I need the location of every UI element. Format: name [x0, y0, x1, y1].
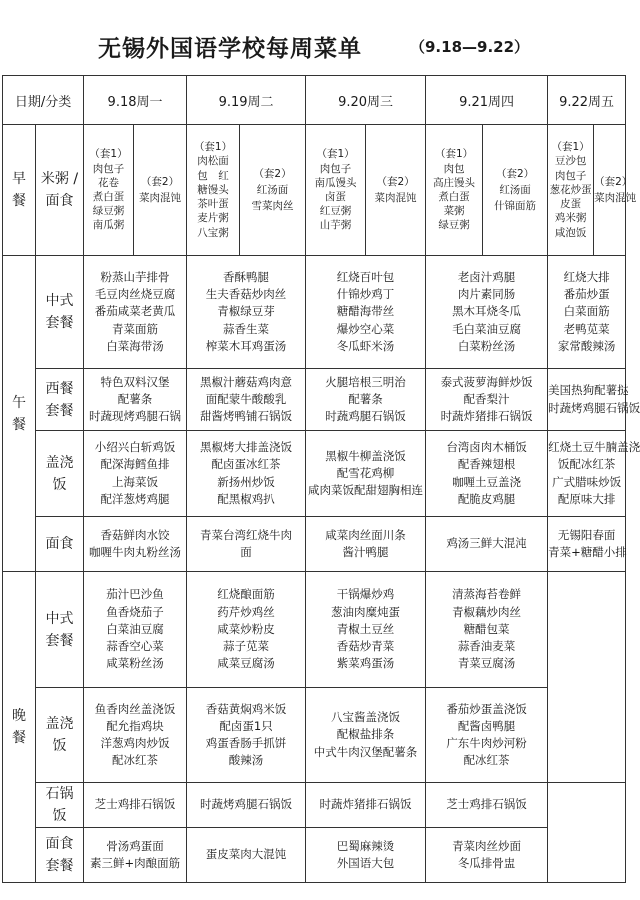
- menu-cell: [84, 256, 187, 369]
- menu-item: 咖喱土豆盖浇: [452, 474, 522, 489]
- menu-item: 老鸭苋菜: [563, 321, 610, 336]
- menu-item: 煮白蛋: [438, 191, 470, 203]
- menu-item: 配香梨汁: [463, 391, 510, 406]
- menu-cell: [426, 783, 548, 828]
- menu-item: 配雪花鸡柳: [336, 465, 395, 480]
- menu-item: 高庄馒头: [433, 176, 476, 189]
- menu-item: 生夫香菇炒肉丝: [205, 287, 287, 302]
- menu-item: 茄汁巴沙鱼: [106, 587, 164, 602]
- menu-cell: [426, 828, 548, 883]
- menu-cell: [187, 828, 306, 883]
- category-label: 盖浇饭: [36, 688, 84, 783]
- menu-item: 咸菜豆腐汤: [217, 656, 275, 671]
- menu-item: 配卤蛋冰红茶: [211, 457, 281, 472]
- menu-item: 青菜台湾红烧牛肉: [200, 527, 293, 542]
- breakfast-set1: [84, 125, 134, 256]
- meal-label-breakfast: 早餐: [3, 125, 36, 256]
- menu-item: 中式牛肉汉堡配薯条: [313, 744, 418, 759]
- menu-item: （套2）: [495, 168, 535, 180]
- menu-item: 白菜面筋: [563, 304, 610, 319]
- menu-table: [2, 75, 640, 883]
- menu-item: 番茄炒蛋: [563, 287, 610, 302]
- menu-item: 白菜粉丝汤: [457, 338, 516, 353]
- menu-item: 配洋葱烤鸡腿: [100, 491, 170, 506]
- menu-item: 骨汤鸡蛋面: [106, 838, 164, 853]
- page-title: 无锡外国语学校每周菜单: [98, 36, 362, 62]
- menu-title-bar: [0, 26, 630, 66]
- menu-item: 鸡米粥: [554, 212, 587, 225]
- category-label: 石锅饭: [36, 783, 84, 828]
- menu-item: 面配蒙牛酸酸乳: [205, 391, 287, 406]
- empty-cell: [548, 783, 626, 883]
- menu-item: 红烧大排: [563, 269, 610, 284]
- menu-item: 菜粥: [443, 205, 465, 218]
- menu-cell: [187, 688, 306, 783]
- menu-item: 广式腊味炒饭: [552, 474, 622, 489]
- menu-item: 红汤面: [256, 184, 289, 196]
- menu-item: 火腿培根三明治: [325, 374, 406, 389]
- menu-item: 白菜油豆腐: [106, 621, 164, 636]
- menu-cell: [306, 572, 426, 688]
- menu-item: 肉包: [443, 162, 465, 175]
- menu-item: 配椒盐排条: [336, 727, 395, 742]
- menu-cell: [84, 828, 187, 883]
- menu-item: 蒜香生菜: [223, 321, 270, 336]
- menu-item: 粉蒸山芋排骨: [100, 269, 170, 284]
- menu-item: 时蔬鸡腿石锅饭: [325, 409, 406, 424]
- menu-cell: [306, 783, 426, 828]
- menu-item: 蒜香空心菜: [106, 639, 164, 654]
- menu-item: 青椒绿豆芽: [217, 304, 275, 319]
- menu-item: 青菜豆腐汤: [457, 656, 516, 671]
- menu-item: 泰式菠萝海鲜炒饭: [440, 374, 533, 389]
- lunch-noodle-row: [3, 517, 626, 572]
- dinner-rice-row: [3, 688, 626, 783]
- menu-item: 鸡蛋香肠手抓饼: [205, 736, 287, 750]
- menu-item: 花卷: [98, 176, 120, 189]
- menu-item: 菜肉混饨: [139, 192, 182, 204]
- menu-cell: [306, 256, 426, 369]
- menu-item: 芝士鸡排石锅饭: [446, 797, 527, 812]
- breakfast-set1: [548, 125, 594, 256]
- menu-item: 雪菜肉丝: [251, 200, 294, 212]
- menu-cell: [187, 783, 306, 828]
- menu-item: 家常酸辣汤: [557, 338, 616, 353]
- menu-item: 番茄炒蛋盖浇饭: [446, 701, 527, 716]
- menu-item: （套2）: [594, 176, 633, 188]
- menu-item: 香菇鲜肉水饺: [100, 527, 170, 542]
- menu-item: 配卤蛋1只: [219, 718, 273, 733]
- menu-item: 香酥鸭腿: [223, 269, 270, 284]
- menu-cell: [84, 517, 187, 572]
- menu-item: 绿豆粥: [92, 205, 125, 218]
- category-label: 面食套餐: [36, 828, 84, 883]
- menu-item: 青菜+糖醋小排: [548, 545, 627, 559]
- breakfast-set2: [483, 125, 548, 256]
- menu-item: 卤蛋: [325, 191, 347, 203]
- header-row: [3, 76, 626, 125]
- breakfast-set1: [187, 125, 240, 256]
- menu-cell: [84, 688, 187, 783]
- menu-item: 干锅爆炒鸡: [336, 587, 395, 602]
- menu-item: 咸菜肉丝面川条: [325, 527, 406, 542]
- breakfast-set2: [240, 125, 306, 256]
- menu-item: 无锡阳春面: [557, 527, 616, 542]
- menu-item: 酱汁鸭腿: [342, 545, 389, 559]
- category-label: 中式套餐: [36, 572, 84, 688]
- menu-item: 咸菜炒粉皮: [217, 621, 275, 636]
- menu-item: 素三鲜+肉酿面筋: [89, 856, 181, 870]
- menu-item: 配冰红茶: [112, 753, 159, 768]
- menu-item: 时蔬烤鸡腿石锅饭: [548, 400, 640, 415]
- menu-item: 新扬州炒饭: [217, 474, 275, 489]
- menu-item: 面: [240, 545, 252, 559]
- menu-item: 配黑椒鸡扒: [217, 491, 275, 506]
- menu-cell: [84, 783, 187, 828]
- menu-item: 时蔬炸猪排石锅饭: [440, 409, 533, 424]
- menu-item: 糖醋包菜: [463, 621, 510, 636]
- menu-cell: [187, 572, 306, 688]
- dinner-stonepot-row: [3, 783, 626, 828]
- menu-item: 鱼香肉丝盖浇饭: [94, 701, 176, 716]
- menu-item: （套1）: [193, 141, 233, 154]
- menu-item: 咸泡饭: [554, 226, 587, 239]
- breakfast-set1: [426, 125, 483, 256]
- menu-item: 冬瓜排骨盅: [457, 856, 516, 870]
- breakfast-set2: [366, 125, 426, 256]
- menu-cell: [548, 431, 640, 517]
- menu-item: 甜酱烤鸭铺石锅饭: [200, 409, 293, 424]
- menu-cell: [426, 517, 548, 572]
- menu-item: 时蔬现烤鸡腿石锅: [89, 409, 182, 424]
- menu-item: 南瓜馒头: [314, 176, 357, 189]
- menu-item: 药芹炒鸡丝: [217, 604, 275, 619]
- menu-cell: [84, 572, 187, 688]
- breakfast-set2: [134, 125, 187, 256]
- menu-item: 葱油肉糜炖蛋: [331, 604, 401, 619]
- menu-item: 肉包子: [554, 169, 587, 182]
- dinner-noodle-row: [3, 828, 626, 883]
- menu-cell: [187, 369, 306, 431]
- meal-label-dinner: 晚餐: [3, 572, 36, 883]
- empty-cell: [548, 572, 626, 783]
- menu-item: 白菜海带汤: [106, 338, 164, 353]
- menu-cell: [306, 688, 426, 783]
- menu-cell: [426, 256, 548, 369]
- menu-cell: [426, 431, 548, 517]
- menu-item: 红豆粥: [319, 205, 352, 218]
- category-label: 西餐套餐: [36, 369, 84, 431]
- category-header: 日期/分类: [3, 76, 84, 125]
- lunch-rice-row: [3, 431, 626, 517]
- breakfast-row: [3, 125, 626, 256]
- menu-item: （套2）: [140, 176, 180, 188]
- day-header: 9.21周四: [426, 76, 548, 125]
- menu-item: 黑椒汁蘑菇鸡肉意: [200, 374, 293, 389]
- menu-cell: [187, 431, 306, 517]
- category-label: 盖浇饭: [36, 431, 84, 517]
- menu-item: 青菜肉丝炒面: [452, 838, 522, 853]
- menu-item: 红烧酿面筋: [217, 587, 275, 602]
- menu-item: 鸡汤三鲜大混沌: [446, 536, 527, 551]
- menu-item: 配薯条: [348, 391, 383, 406]
- menu-item: 美国热狗配薯挞: [548, 383, 629, 398]
- menu-item: （套1）: [551, 141, 590, 154]
- menu-item: （套1）: [89, 148, 128, 161]
- menu-item: （套2）: [376, 176, 415, 188]
- menu-item: （套2）: [253, 168, 292, 180]
- menu-cell: [187, 517, 306, 572]
- menu-item: 八宝酱盖浇饭: [331, 710, 401, 725]
- menu-cell: [306, 369, 426, 431]
- menu-item: 时蔬烤鸡腿石锅饭: [200, 797, 293, 812]
- menu-item: 菜肉混饨: [374, 192, 417, 204]
- menu-item: 蒜子苋菜: [223, 639, 270, 654]
- menu-cell: [306, 431, 426, 517]
- menu-item: 南瓜粥: [92, 219, 125, 232]
- lunch-western-row: [3, 369, 626, 431]
- menu-item: 巴蜀麻辣烫: [336, 838, 395, 853]
- menu-item: 包 红: [197, 169, 229, 182]
- category-label: 面食: [36, 517, 84, 572]
- menu-item: 什锦炒鸡丁: [336, 287, 395, 302]
- menu-item: 配原味大排: [557, 491, 616, 506]
- menu-item: 红烧百叶包: [336, 269, 395, 284]
- dinner-chinese-row: [3, 572, 626, 688]
- day-header: 9.19周二: [187, 76, 306, 125]
- menu-item: 毛白菜油豆腐: [452, 321, 522, 336]
- category-label: 中式套餐: [36, 256, 84, 369]
- menu-item: 青椒土豆丝: [336, 621, 395, 636]
- menu-item: 时蔬炸猪排石锅饭: [319, 797, 412, 812]
- category-label: 米粥 / 面食: [36, 125, 84, 256]
- menu-cell: [426, 572, 548, 688]
- menu-item: 饭配冰红茶: [557, 457, 616, 472]
- lunch-chinese-row: [3, 256, 626, 369]
- menu-cell: [426, 688, 548, 783]
- menu-cell: [548, 369, 640, 431]
- menu-cell: [306, 828, 426, 883]
- menu-item: 鱼香烧茄子: [106, 604, 164, 619]
- menu-item: 青菜面筋: [112, 321, 159, 336]
- menu-item: 香菇黄焖鸡米饭: [205, 701, 287, 716]
- menu-item: 洋葱鸡肉炒饭: [100, 736, 170, 750]
- day-header: 9.22周五: [548, 76, 626, 125]
- menu-item: 配允指鸡块: [106, 718, 164, 733]
- menu-item: 肉包子: [92, 162, 125, 175]
- menu-item: 黑椒烤大排盖浇饭: [200, 440, 293, 455]
- menu-item: 黑椒牛柳盖浇饭: [325, 448, 406, 463]
- menu-cell: [84, 431, 187, 517]
- menu-item: 广东牛肉炒河粉: [446, 736, 527, 750]
- menu-item: 芝士鸡排石锅饭: [94, 797, 176, 812]
- menu-item: 红汤面: [499, 184, 531, 196]
- menu-item: 八宝粥: [197, 226, 229, 239]
- menu-item: 酸辣汤: [228, 753, 264, 768]
- menu-item: 配香辣翅根: [457, 457, 516, 472]
- menu-cell: [187, 256, 306, 369]
- menu-item: 冬瓜虾米汤: [336, 338, 395, 353]
- menu-item: 小绍兴白斩鸡饭: [94, 440, 176, 455]
- menu-item: 肉片素同肠: [457, 287, 516, 302]
- menu-item: 黑木耳烧冬瓜: [452, 304, 522, 319]
- menu-item: 台湾卤肉木桶饭: [446, 440, 527, 455]
- menu-item: 咖喱牛肉丸粉丝汤: [89, 545, 182, 559]
- menu-item: 什锦面筋: [494, 200, 537, 212]
- menu-item: 上海菜饭: [112, 474, 159, 489]
- menu-item: 葱花炒蛋: [549, 183, 592, 196]
- menu-item: 配酱卤鸭腿: [457, 718, 516, 733]
- menu-item: 咸菜粉丝汤: [106, 656, 164, 671]
- menu-item: 糖馒头: [197, 183, 229, 196]
- menu-item: 皮蛋: [560, 198, 582, 211]
- menu-item: 豆沙包: [554, 155, 587, 168]
- menu-item: （套1）: [434, 148, 474, 161]
- menu-item: 红烧土豆牛腩盖浇: [548, 440, 640, 455]
- menu-item: 咸肉菜饭配甜翅胸相连: [308, 483, 424, 498]
- menu-item: 蛋皮菜肉大混饨: [205, 847, 287, 862]
- menu-item: 番茄咸菜老黄瓜: [94, 304, 176, 319]
- meal-label-lunch: 午餐: [3, 256, 36, 572]
- day-header: 9.18周一: [84, 76, 187, 125]
- day-header: 9.20周三: [306, 76, 426, 125]
- menu-item: 配深海鳕鱼排: [100, 457, 170, 472]
- menu-cell: [548, 256, 626, 369]
- breakfast-set2: [594, 125, 637, 256]
- menu-item: 糖醋海带丝: [336, 304, 395, 319]
- menu-item: 老卤汁鸡腿: [457, 269, 516, 284]
- menu-item: 煮白蛋: [92, 191, 125, 203]
- breakfast-set1: [306, 125, 366, 256]
- menu-item: 榨菜木耳鸡蛋汤: [205, 338, 287, 353]
- menu-item: 菜肉混饨: [594, 192, 637, 204]
- menu-item: 青椒藕炒肉丝: [452, 604, 522, 619]
- menu-cell: [548, 517, 626, 572]
- date-range: （9.18—9.22）: [410, 38, 530, 56]
- menu-item: 配脆皮鸡腿: [457, 491, 516, 506]
- menu-item: 肉包子: [319, 162, 352, 175]
- menu-item: 毛豆肉丝烧豆腐: [94, 287, 176, 302]
- menu-item: 清蒸海苔卷鲜: [452, 587, 522, 602]
- menu-item: 配薯条: [117, 391, 153, 406]
- menu-item: 茶叶蛋: [197, 198, 229, 211]
- menu-item: 爆炒空心菜: [336, 321, 395, 336]
- menu-cell: [426, 369, 548, 431]
- menu-item: 山芋粥: [319, 219, 352, 232]
- menu-item: 紫菜鸡蛋汤: [336, 656, 395, 671]
- menu-item: （套1）: [316, 148, 355, 161]
- menu-item: 特色双料汉堡: [100, 374, 170, 389]
- menu-cell: [84, 369, 187, 431]
- menu-item: 绿豆粥: [438, 219, 470, 232]
- menu-item: 蒜香油麦菜: [457, 639, 516, 654]
- menu-item: 肉松面: [197, 155, 229, 168]
- menu-cell: [306, 517, 426, 572]
- menu-item: 配冰红茶: [463, 753, 510, 768]
- menu-item: 麦片粥: [197, 212, 229, 225]
- menu-item: 香菇炒青菜: [336, 639, 395, 654]
- menu-item: 外国语大包: [336, 856, 395, 870]
